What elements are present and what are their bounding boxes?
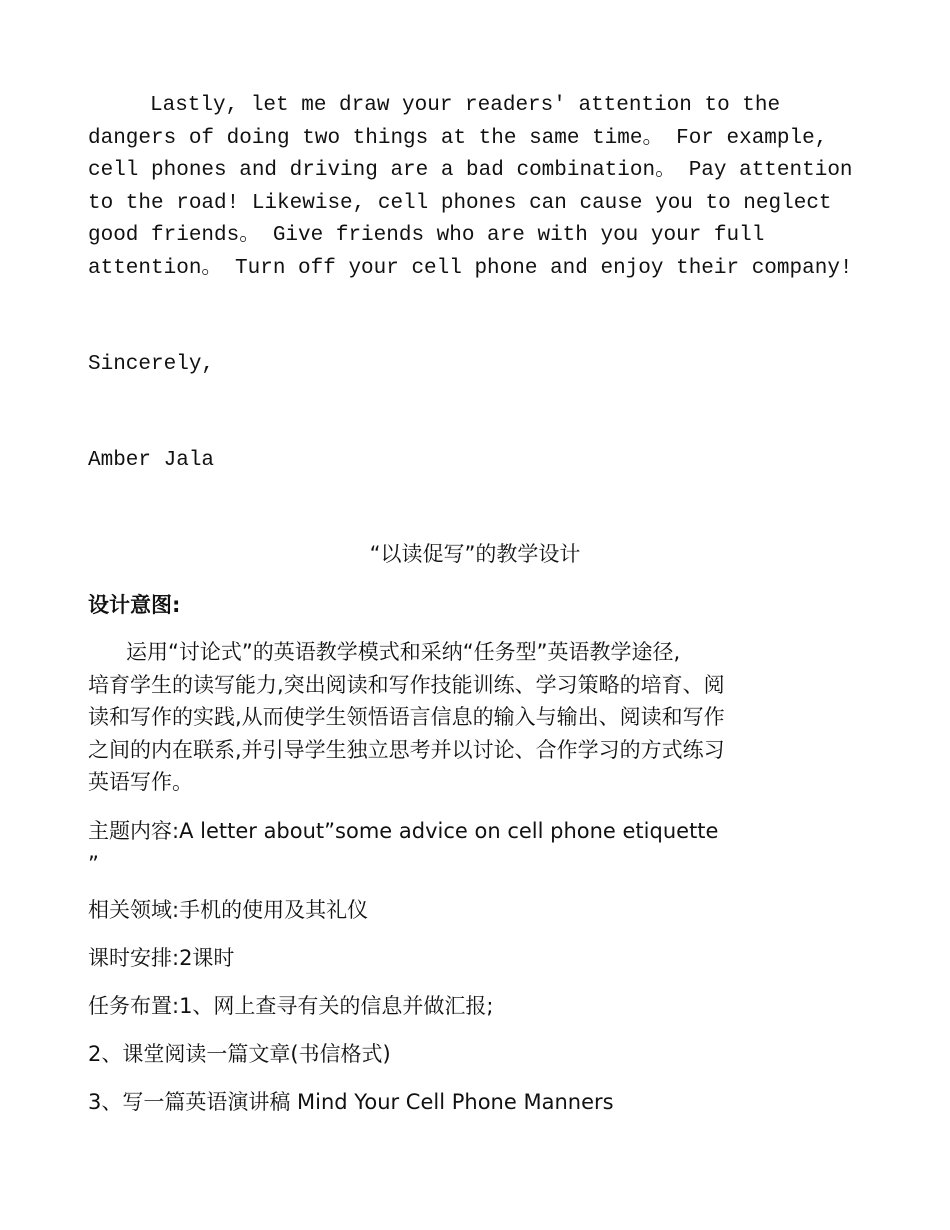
task-item-3: 3、写一篇英语演讲稿 Mind Your Cell Phone Manners — [88, 1090, 614, 1114]
intent-paragraph — [88, 636, 868, 799]
letter-line: attention。 Turn off your cell phone and enjoy their company! — [88, 256, 853, 280]
topic-content — [88, 815, 868, 880]
letter-line: to the road! Likewise, cell phones can cause you to neglect — [88, 191, 832, 215]
letter-line: dangers of doing two things at the same time。 For example, — [88, 126, 828, 150]
topic-line: 主题内容:A letter about”some advice on cell phone etiquette — [88, 819, 719, 843]
letter-signature: Amber Jala — [88, 449, 215, 472]
letter-body-paragraph — [88, 90, 868, 285]
letter-line: good friends。 Give friends who are with you your full — [88, 224, 765, 247]
letter-line: cell phones and driving are a bad combination。 Pay attention — [88, 159, 853, 182]
intent-heading: 设计意图: — [88, 593, 181, 617]
intent-line: 读和写作的实践,从而使学生领悟语言信息的输入与输出、阅读和写作 — [88, 705, 725, 729]
design-title: “以读促写”的教学设计 — [369, 542, 581, 566]
task-item-2: 2、课堂阅读一篇文章(书信格式) — [88, 1042, 391, 1066]
intent-line: 运用“讨论式”的英语教学模式和采纳“任务型”英语教学途径, — [126, 640, 681, 664]
intent-line: 英语写作。 — [88, 770, 193, 794]
letter-line: Lastly, let me draw your readers' attention to the — [150, 94, 781, 117]
letter-closing: Sincerely, — [88, 353, 215, 376]
intent-line: 之间的内在联系,并引导学生独立思考并以讨论、合作学习的方式练习 — [88, 737, 725, 762]
related-domain: 相关领域:手机的使用及其礼仪 — [88, 898, 369, 922]
intent-line: 培育学生的读写能力,突出阅读和写作技能训练、学习策略的培育、阅 — [88, 672, 725, 697]
class-schedule: 课时安排:2课时 — [88, 946, 235, 970]
topic-line: ” — [88, 851, 99, 876]
task-assignment: 任务布置:1、网上查寻有关的信息并做汇报; — [88, 994, 494, 1018]
